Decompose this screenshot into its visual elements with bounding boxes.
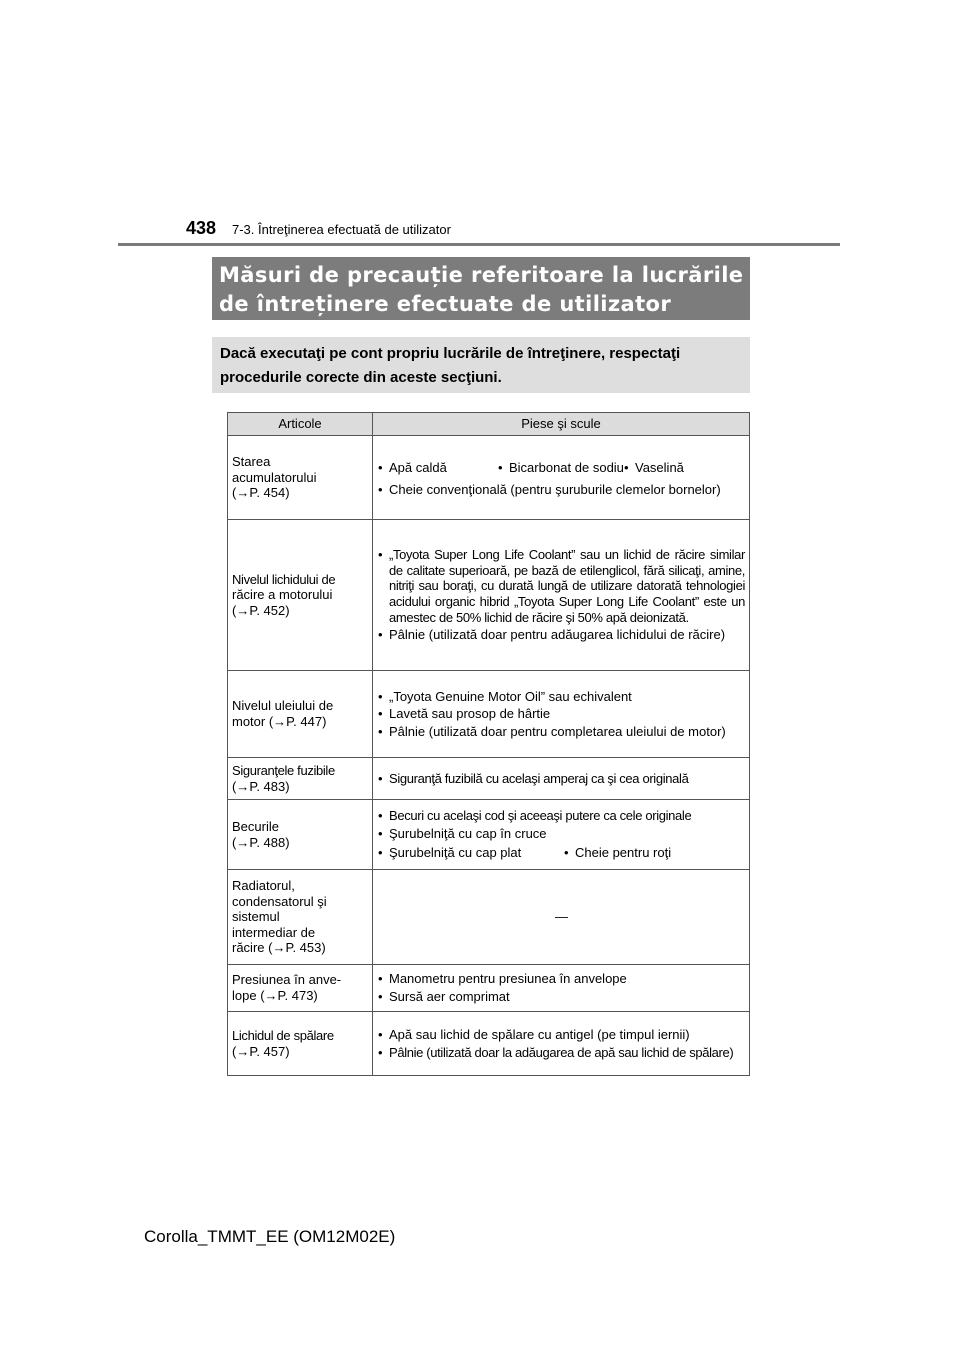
section-title-line2: de întreținere efectuate de utilizator [219,292,672,316]
item-page-ref: (→P. 452) [232,602,290,618]
tool-item: • Siguranţă fuzibilă cu acelaşi amperaj ca şi cea originală [378,771,745,787]
item-cell [228,758,373,800]
item-page-ref: (→P. 488) [232,834,290,850]
table-row [228,1012,750,1076]
table-row [228,671,750,758]
tools-cell [373,520,750,671]
tools-cell [373,758,750,800]
tool-item: • Vaselină [624,460,684,476]
item-label-line: Presiunea în anve- [232,972,342,988]
column-header-tools: Piese şi scule [373,413,750,436]
item-page-ref: lope (→P. 473) [232,988,318,1003]
tools-cell [373,1012,750,1076]
tool-item: • Sursă aer comprimat [378,989,745,1005]
item-label-line: Becurile [232,818,279,834]
page-number: 438 [186,218,217,238]
item-page-ref: (→P. 457) [232,1043,290,1059]
tool-item: • Bicarbonat de sodiu [498,460,624,476]
item-page-ref: răcire (→P. 453) [232,940,326,956]
tool-item: • Becuri cu acelaşi cod şi aceeaşi putere ca cele originale [378,808,745,824]
inline-tools-row [378,458,745,478]
table-row [228,436,750,520]
item-label-line: răcire a motorului [232,587,333,603]
item-cell [228,870,373,965]
table-row [228,758,750,800]
tools-cell [373,965,750,1012]
item-label-line: Radiatorul, [232,878,295,894]
tool-item: • Lavetă sau prosop de hârtie [378,706,745,722]
column-header-items: Articole [228,413,373,436]
item-page-ref: (→P. 454) [232,485,290,501]
tool-item: • Şurubelniţă cu cap plat [378,845,564,861]
item-cell [228,520,373,671]
item-cell [228,1012,373,1076]
section-title [212,257,750,320]
footer-model-code: Corolla_TMMT_EE (OM12M02E) [144,1227,396,1246]
item-label-line: acumulatorului [232,469,317,485]
item-label-line: condensatorul şi [232,893,327,909]
section-label: 7-3. Întreţinerea efectuată de utilizator [232,222,451,237]
tool-item: • „Toyota Genuine Motor Oil” sau echivalent [378,689,745,705]
tools-cell [373,671,750,758]
item-label-line: Starea [232,454,271,470]
item-label-line: intermediar de [232,924,316,940]
item-label-line: Nivelul lichidului de [232,571,336,587]
item-page-ref: motor (→P. 447) [232,714,327,729]
tool-item: • Şurubelniţă cu cap în cruce [378,826,745,842]
item-label-line: Lichidul de spălare [232,1027,334,1043]
item-label-line: Siguranţele fuzibile [232,762,335,778]
item-cell [228,671,373,758]
header-rule [118,243,840,246]
tool-item: • Pâlnie (utilizată doar la adăugarea de apă sau lichid de spălare) [378,1045,745,1061]
item-cell [228,965,373,1012]
tool-item: • Apă caldă [378,460,498,476]
item-cell [228,800,373,870]
table-row [228,520,750,671]
section-title-line1: Măsuri de precauție referitoare la lucrările [219,263,744,287]
tools-cell-empty: — [373,870,750,965]
item-label-line: sistemul [232,909,280,925]
parts-tools-table [227,412,750,1076]
tool-item: • „Toyota Super Long Life Coolant” sau un lichid de răcire similar de calitate superioară, pe bază de etilenglicol, fără silicaţi, amine, nitriţi sau boraţi, cu durată lungă de utilizare datorată tehnologiei acidului organic hibrid „Toyota Super Long Life Coolant” este un amestec de 50% lichid de răcire şi 50% apă deionizată. [378,547,745,625]
intro-note: Dacă executaţi pe cont propriu lucrările de întreţinere, respectaţi procedurile corecte din aceste secţiuni. [212,337,750,393]
inline-tools-row [378,843,745,863]
table-header-row [228,413,750,436]
item-label-line: Nivelul uleiului de [232,698,334,714]
tool-item: • Apă sau lichid de spălare cu antigel (pe timpul iernii) [378,1027,745,1043]
table-row [228,800,750,870]
tools-cell [373,800,750,870]
tool-item: • Manometru pentru presiunea în anvelope [378,971,745,987]
tool-item: • Cheie convenţională (pentru şuruburile clemelor bornelor) [378,482,745,498]
tool-item: • Pâlnie (utilizată doar pentru completarea uleiului de motor) [378,724,745,740]
table-row [228,870,750,965]
table-row [228,965,750,1012]
tool-item: • Cheie pentru roţi [564,845,671,861]
item-page-ref: (→P. 483) [232,778,290,794]
tool-item: • Pâlnie (utilizată doar pentru adăugarea lichidului de răcire) [378,627,745,643]
tools-cell [373,436,750,520]
item-cell [228,436,373,520]
